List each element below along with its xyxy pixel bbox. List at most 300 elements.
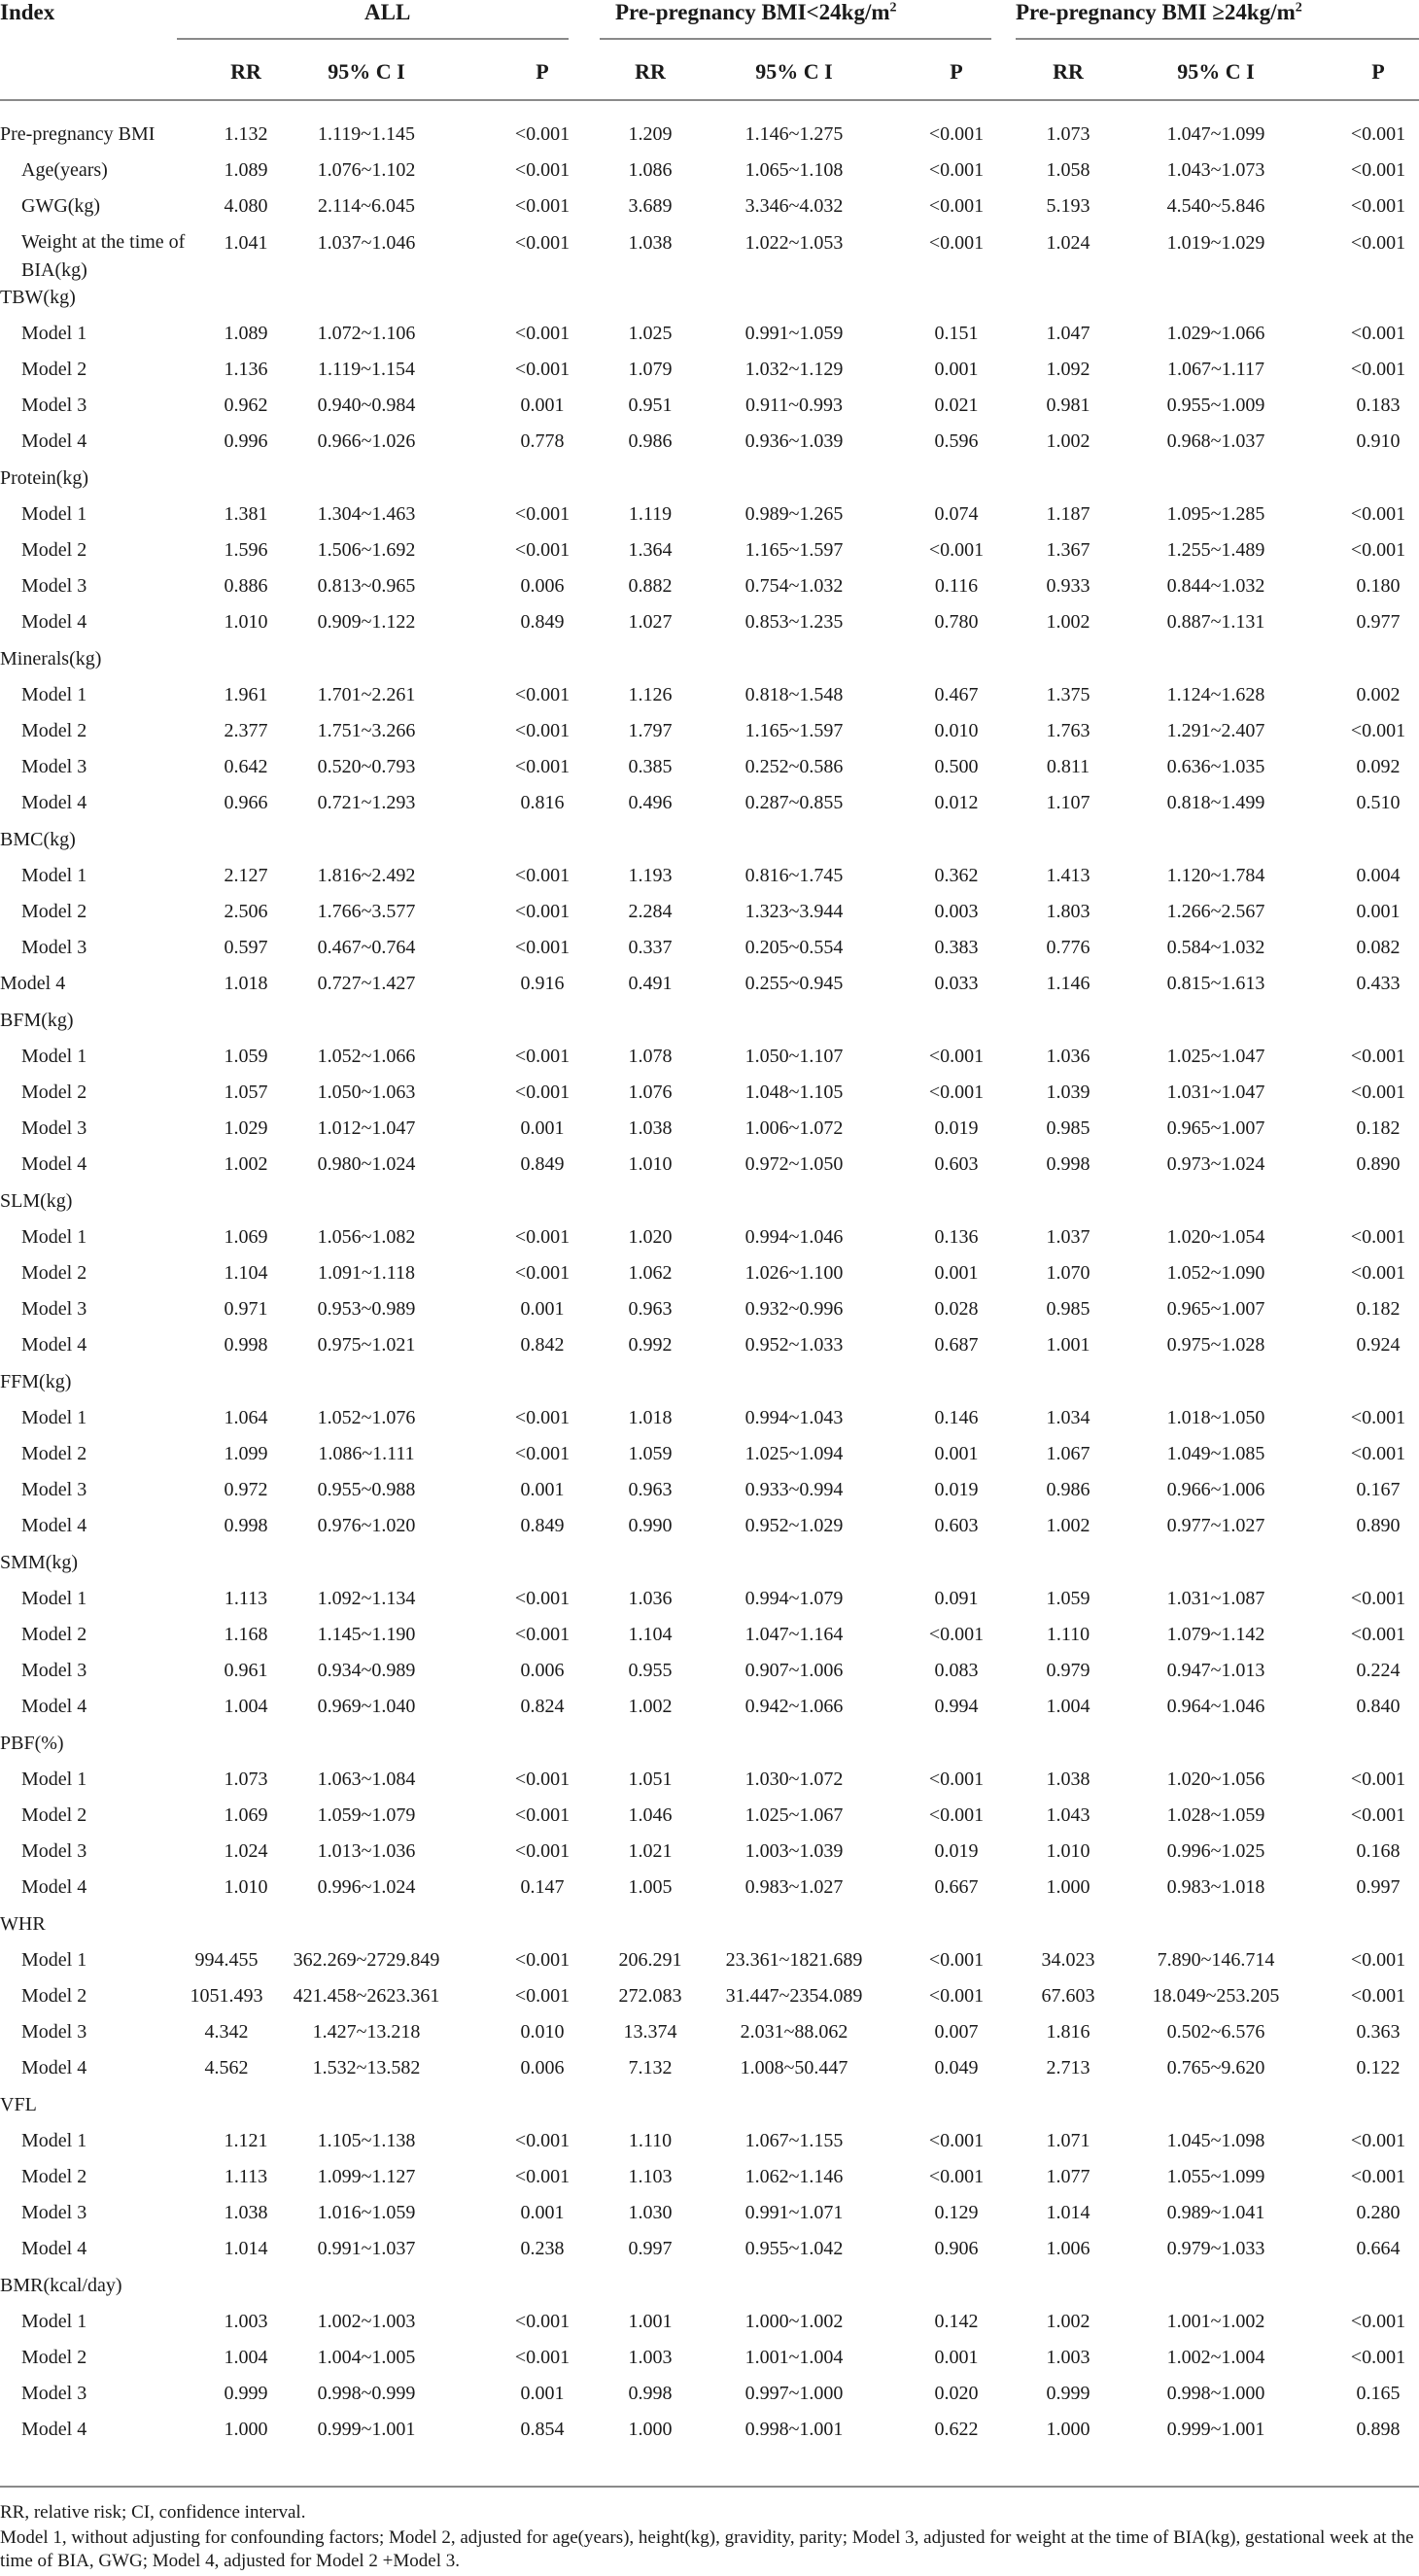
cell-bmi-high-rr: 1.816 (1046, 2021, 1090, 2044)
row-label: Model 2 (21, 359, 87, 380)
cell-bmi-low-ci: 1.030~1.072 (744, 1768, 844, 1790)
cell-bmi-low-ci: 0.952~1.029 (744, 1515, 844, 1537)
cell-bmi-high-p: <0.001 (1350, 2166, 1406, 2187)
cell-bmi-high-ci: 1.018~1.050 (1166, 1406, 1265, 1428)
cell-all-rr: 4.342 (204, 2021, 249, 2044)
cell-bmi-high-p: 0.167 (1356, 1479, 1401, 1501)
cell-bmi-low-rr: 1.020 (628, 1225, 673, 1248)
cell-bmi-low-ci: 1.003~1.039 (744, 1840, 844, 1863)
col-header-all-p: P (536, 59, 549, 84)
cell-all-ci: 0.976~1.020 (317, 1515, 416, 1537)
cell-bmi-high-p: <0.001 (1350, 1262, 1406, 1284)
cell-all-p: <0.001 (514, 1262, 571, 1284)
cell-bmi-high-ci: 4.540~5.846 (1166, 195, 1265, 218)
row-label: Model 1 (21, 1225, 87, 1248)
cell-all-ci: 1.119~1.154 (317, 359, 416, 380)
cell-bmi-high-p: 0.977 (1356, 611, 1401, 634)
cell-all-p: <0.001 (514, 1985, 571, 2007)
cell-bmi-high-p: <0.001 (1350, 359, 1406, 380)
section-label: BMC(kg) (0, 828, 76, 850)
cell-bmi-low-ci: 1.047~1.164 (744, 1624, 844, 1645)
cell-bmi-high-rr: 1.001 (1046, 1334, 1090, 1357)
col-header-bmi-low-p: P (950, 59, 963, 84)
cell-all-ci: 1.427~13.218 (312, 2021, 421, 2044)
cell-all-rr: 994.455 (194, 1948, 259, 1971)
cell-bmi-low-p: 0.362 (934, 864, 979, 886)
cell-all-p: <0.001 (514, 502, 571, 525)
cell-all-p: <0.001 (514, 231, 571, 254)
cell-bmi-low-ci: 0.983~1.027 (744, 1876, 844, 1899)
cell-bmi-low-ci: 0.972~1.050 (744, 1153, 844, 1176)
cell-all-ci: 0.980~1.024 (317, 1153, 416, 1176)
cell-bmi-high-p: 0.168 (1356, 1840, 1401, 1863)
cell-bmi-low-rr: 1.018 (628, 1406, 673, 1428)
cell-bmi-low-ci: 0.754~1.032 (744, 575, 844, 598)
cell-all-p: <0.001 (514, 1082, 571, 1103)
cell-bmi-low-rr: 1.126 (628, 683, 673, 705)
cell-bmi-low-ci: 0.853~1.235 (744, 611, 844, 634)
cell-all-ci: 1.701~2.261 (317, 683, 416, 705)
cell-all-ci: 1.037~1.046 (317, 231, 416, 254)
cell-bmi-low-p: 0.001 (934, 359, 979, 380)
section-label: PBF(%) (0, 1732, 64, 1754)
cell-all-rr: 1.113 (224, 2166, 268, 2187)
cell-bmi-low-p: 0.091 (934, 1587, 979, 1609)
cell-bmi-high-rr: 1.073 (1046, 123, 1090, 145)
row-label: Model 3 (21, 1479, 87, 1501)
cell-all-p: <0.001 (514, 1225, 571, 1248)
cell-bmi-low-p: 0.906 (934, 2238, 979, 2260)
cell-bmi-high-p: <0.001 (1350, 2310, 1406, 2332)
row-label: Model 3 (21, 575, 87, 598)
cell-all-rr: 1.038 (224, 2202, 268, 2224)
cell-all-ci: 0.813~0.965 (317, 575, 416, 598)
cell-bmi-high-p: 0.182 (1356, 1117, 1401, 1140)
cell-all-ci: 1.506~1.692 (317, 539, 416, 561)
cell-bmi-low-rr: 1.797 (628, 720, 673, 741)
cell-bmi-high-ci: 0.636~1.035 (1166, 756, 1265, 778)
cell-bmi-high-p: 0.363 (1356, 2021, 1401, 2044)
section-label: TBW(kg) (0, 286, 76, 308)
cell-all-p: 0.854 (520, 2419, 565, 2441)
cell-bmi-high-rr: 1.110 (1046, 1624, 1090, 1645)
row-label: Model 1 (21, 683, 87, 705)
cell-bmi-high-rr: 1.000 (1046, 2419, 1090, 2441)
cell-bmi-low-ci: 23.361~1821.689 (725, 1948, 863, 1971)
row-label: Model 2 (21, 2166, 87, 2187)
cell-bmi-low-p: 0.136 (934, 1225, 979, 1248)
cell-bmi-high-ci: 0.765~9.620 (1166, 2057, 1265, 2079)
cell-all-rr: 1.099 (224, 1443, 268, 1464)
row-label: Pre-pregnancy BMI (0, 123, 156, 145)
row-label: Model 3 (21, 1660, 87, 1682)
cell-bmi-low-ci: 0.252~0.586 (744, 756, 844, 778)
cell-bmi-low-ci: 1.050~1.107 (744, 1045, 844, 1067)
cell-bmi-low-ci: 1.000~1.002 (744, 2310, 844, 2332)
row-label: Model 2 (21, 1082, 87, 1103)
group-rule-all (177, 38, 569, 40)
cell-bmi-low-p: 0.151 (934, 322, 979, 344)
cell-all-ci: 0.999~1.001 (317, 2419, 416, 2441)
cell-bmi-low-p: <0.001 (928, 1082, 985, 1103)
cell-all-p: <0.001 (514, 1406, 571, 1428)
cell-all-p: <0.001 (514, 123, 571, 145)
cell-bmi-low-p: 0.142 (934, 2310, 979, 2332)
cell-bmi-low-p: <0.001 (928, 1768, 985, 1790)
cell-all-p: <0.001 (514, 1948, 571, 1971)
cell-bmi-high-ci: 1.031~1.047 (1166, 1082, 1265, 1103)
section-label: Protein(kg) (0, 466, 89, 489)
cell-bmi-low-p: <0.001 (928, 539, 985, 561)
group-rule-bmi-high (1016, 38, 1419, 40)
cell-all-ci: 1.816~2.492 (317, 864, 416, 886)
cell-bmi-high-ci: 1.052~1.090 (1166, 1262, 1265, 1284)
cell-bmi-low-ci: 0.936~1.039 (744, 430, 844, 453)
cell-bmi-high-rr: 1.014 (1046, 2202, 1090, 2224)
cell-all-rr: 4.562 (204, 2057, 249, 2079)
cell-all-ci: 362.269~2729.849 (293, 1948, 440, 1971)
cell-bmi-low-rr: 1.021 (628, 1840, 673, 1863)
cell-bmi-low-ci: 3.346~4.032 (744, 195, 844, 218)
section-label: SMM(kg) (0, 1551, 79, 1573)
cell-bmi-low-p: <0.001 (928, 195, 985, 218)
cell-bmi-high-p: 0.165 (1356, 2383, 1401, 2405)
cell-bmi-low-rr: 0.963 (628, 1298, 673, 1321)
cell-bmi-high-ci: 1.266~2.567 (1166, 901, 1265, 922)
cell-all-ci: 1.086~1.111 (318, 1443, 415, 1464)
cell-all-rr: 0.998 (224, 1334, 268, 1357)
cell-bmi-high-rr: 2.713 (1046, 2057, 1090, 2079)
row-label: Model 4 (21, 1876, 87, 1899)
row-label: Model 1 (21, 502, 87, 525)
cell-all-ci: 1.099~1.127 (317, 2166, 416, 2187)
cell-all-rr: 0.966 (224, 792, 268, 814)
cell-bmi-high-ci: 1.124~1.628 (1166, 683, 1265, 705)
cell-bmi-low-p: <0.001 (928, 159, 985, 182)
cell-bmi-high-ci: 0.989~1.041 (1166, 2202, 1265, 2224)
cell-bmi-high-p: <0.001 (1350, 1443, 1406, 1464)
cell-bmi-high-rr: 1.187 (1046, 502, 1090, 525)
cell-all-rr: 0.961 (224, 1660, 268, 1682)
cell-bmi-low-p: 0.129 (934, 2202, 979, 2224)
cell-bmi-low-rr: 1.025 (628, 322, 673, 344)
cell-all-ci: 1.119~1.145 (317, 123, 416, 145)
cell-bmi-high-p: <0.001 (1350, 2129, 1406, 2151)
cell-all-p: 0.824 (520, 1696, 565, 1718)
cell-all-p: 0.916 (520, 973, 565, 995)
cell-bmi-high-p: 0.433 (1356, 973, 1401, 995)
cell-bmi-high-p: 0.180 (1356, 575, 1401, 598)
cell-all-ci: 0.969~1.040 (317, 1696, 416, 1718)
cell-all-p: <0.001 (514, 901, 571, 922)
cell-bmi-high-p: 0.224 (1356, 1660, 1401, 1682)
cell-bmi-low-rr: 1.000 (628, 2419, 673, 2441)
cell-all-ci: 0.721~1.293 (317, 792, 416, 814)
cell-all-rr: 1.004 (224, 2347, 268, 2368)
cell-all-rr: 4.080 (224, 195, 268, 218)
cell-bmi-low-rr: 1.046 (628, 1804, 673, 1826)
cell-all-ci: 0.520~0.793 (317, 756, 416, 778)
cell-bmi-high-ci: 0.968~1.037 (1166, 430, 1265, 453)
cell-all-p: <0.001 (514, 1768, 571, 1790)
cell-all-rr: 1.104 (224, 1262, 268, 1284)
cell-bmi-low-ci: 1.025~1.067 (744, 1804, 844, 1826)
cell-all-rr: 1.136 (224, 359, 268, 380)
cell-bmi-low-rr: 1.027 (628, 611, 673, 634)
cell-all-p: <0.001 (514, 937, 571, 959)
cell-bmi-low-p: <0.001 (928, 231, 985, 254)
cell-bmi-high-ci: 1.019~1.029 (1166, 231, 1265, 254)
cell-all-p: 0.816 (520, 792, 565, 814)
row-label: Model 1 (21, 2129, 87, 2151)
cell-all-ci: 1.532~13.582 (312, 2057, 421, 2079)
cell-bmi-low-ci: 1.008~50.447 (740, 2057, 848, 2079)
cell-bmi-low-p: <0.001 (928, 1985, 985, 2007)
cell-bmi-high-p: <0.001 (1350, 720, 1406, 741)
cell-bmi-low-ci: 0.994~1.079 (744, 1587, 844, 1609)
cell-bmi-low-rr: 0.998 (628, 2383, 673, 2405)
row-label: Model 3 (21, 1840, 87, 1863)
cell-bmi-high-rr: 1.043 (1046, 1804, 1090, 1826)
cell-bmi-high-rr: 1.010 (1046, 1840, 1090, 1863)
cell-all-rr: 1.596 (224, 539, 268, 561)
cell-all-ci: 1.076~1.102 (317, 159, 416, 182)
cell-bmi-high-ci: 1.255~1.489 (1166, 539, 1265, 561)
cell-all-p: <0.001 (514, 720, 571, 741)
cell-bmi-low-p: <0.001 (928, 123, 985, 145)
cell-bmi-high-ci: 1.120~1.784 (1166, 864, 1265, 886)
cell-bmi-high-rr: 1.047 (1046, 322, 1090, 344)
row-label: Model 4 (21, 1696, 87, 1718)
cell-bmi-low-rr: 0.951 (628, 395, 673, 417)
cell-bmi-low-ci: 1.026~1.100 (744, 1262, 844, 1284)
cell-bmi-high-rr: 1.763 (1046, 720, 1090, 741)
section-label: BFM(kg) (0, 1009, 74, 1031)
cell-bmi-low-rr: 0.882 (628, 575, 673, 598)
cell-bmi-high-p: 0.510 (1356, 792, 1401, 814)
cell-all-ci: 0.467~0.764 (317, 937, 416, 959)
cell-bmi-low-p: 0.687 (934, 1334, 979, 1357)
cell-bmi-low-p: <0.001 (928, 1624, 985, 1645)
cell-bmi-low-p: 0.007 (934, 2021, 979, 2044)
cell-bmi-low-ci: 0.907~1.006 (744, 1660, 844, 1682)
cell-bmi-low-ci: 1.165~1.597 (744, 539, 844, 561)
cell-bmi-low-p: 0.622 (934, 2419, 979, 2441)
cell-all-ci: 421.458~2623.361 (293, 1985, 440, 2007)
cell-bmi-high-ci: 0.975~1.028 (1166, 1334, 1265, 1357)
row-label: Model 4 (21, 792, 87, 814)
cell-all-p: 0.147 (520, 1876, 565, 1899)
cell-all-rr: 1051.493 (190, 1985, 263, 2007)
section-label: SLM(kg) (0, 1189, 73, 1212)
cell-bmi-high-ci: 0.983~1.018 (1166, 1876, 1265, 1899)
cell-bmi-low-ci: 1.048~1.105 (744, 1082, 844, 1103)
col-header-bmi-high-rr: RR (1053, 59, 1084, 84)
cell-bmi-low-rr: 7.132 (628, 2057, 673, 2079)
cell-bmi-low-rr: 2.284 (628, 901, 673, 922)
cell-bmi-low-ci: 0.989~1.265 (744, 502, 844, 525)
row-label: Model 3 (21, 756, 87, 778)
cell-bmi-high-ci: 1.067~1.117 (1166, 359, 1265, 380)
cell-bmi-high-ci: 0.999~1.001 (1166, 2419, 1265, 2441)
cell-bmi-low-rr: 1.076 (628, 1082, 673, 1103)
cell-bmi-low-rr: 1.005 (628, 1876, 673, 1899)
cell-bmi-high-rr: 0.999 (1046, 2383, 1090, 2405)
cell-all-rr: 1.003 (224, 2310, 268, 2332)
cell-bmi-high-rr: 0.985 (1046, 1298, 1090, 1321)
cell-bmi-high-rr: 1.058 (1046, 159, 1090, 182)
cell-bmi-high-p: 0.122 (1356, 2057, 1401, 2079)
cell-bmi-low-rr: 1.364 (628, 539, 673, 561)
cell-bmi-high-ci: 0.977~1.027 (1166, 1515, 1265, 1537)
row-label: Model 4 (21, 2419, 87, 2441)
section-label: VFL (0, 2093, 37, 2115)
cell-bmi-high-rr: 5.193 (1046, 195, 1090, 218)
cell-all-rr: 1.132 (224, 123, 268, 145)
cell-bmi-low-ci: 0.816~1.745 (744, 864, 844, 886)
cell-all-ci: 1.304~1.463 (317, 502, 416, 525)
cell-bmi-high-rr: 1.367 (1046, 539, 1090, 561)
cell-all-p: 0.006 (520, 2057, 565, 2079)
cell-all-ci: 1.145~1.190 (317, 1624, 416, 1645)
cell-all-rr: 1.121 (224, 2129, 268, 2151)
cell-bmi-low-rr: 13.374 (623, 2021, 677, 2044)
group-rule-bmi-low (600, 38, 991, 40)
cell-bmi-high-rr: 1.002 (1046, 2310, 1090, 2332)
cell-bmi-high-rr: 1.059 (1046, 1587, 1090, 1609)
cell-bmi-high-p: <0.001 (1350, 1045, 1406, 1067)
cell-bmi-high-ci: 1.049~1.085 (1166, 1443, 1265, 1464)
cell-bmi-low-p: 0.667 (934, 1876, 979, 1899)
cell-bmi-high-rr: 1.039 (1046, 1082, 1090, 1103)
cell-bmi-low-ci: 1.165~1.597 (744, 720, 844, 741)
cell-all-ci: 1.012~1.047 (317, 1117, 416, 1140)
cell-all-ci: 2.114~6.045 (317, 195, 416, 218)
cell-bmi-low-ci: 1.067~1.155 (744, 2129, 844, 2151)
cell-bmi-high-ci: 0.584~1.032 (1166, 937, 1265, 959)
cell-bmi-low-ci: 31.447~2354.089 (725, 1985, 863, 2007)
cell-bmi-high-rr: 1.003 (1046, 2347, 1090, 2368)
row-label: Model 2 (21, 1443, 87, 1464)
cell-bmi-high-rr: 0.981 (1046, 395, 1090, 417)
cell-all-p: <0.001 (514, 756, 571, 778)
cell-all-ci: 1.056~1.082 (317, 1225, 416, 1248)
cell-bmi-low-p: 0.003 (934, 901, 979, 922)
cell-all-rr: 1.064 (224, 1406, 268, 1428)
cell-all-p: 0.001 (520, 2202, 565, 2224)
cell-bmi-low-p: 0.019 (934, 1840, 979, 1863)
cell-all-p: <0.001 (514, 1804, 571, 1826)
row-label: Model 2 (21, 1624, 87, 1645)
cell-bmi-high-rr: 1.034 (1046, 1406, 1090, 1428)
cell-bmi-high-ci: 0.965~1.007 (1166, 1298, 1265, 1321)
cell-bmi-low-ci: 1.022~1.053 (744, 231, 844, 254)
cell-bmi-high-p: 0.002 (1356, 683, 1401, 705)
cell-bmi-high-rr: 1.070 (1046, 1262, 1090, 1284)
cell-all-p: 0.001 (520, 2383, 565, 2405)
cell-bmi-high-rr: 1.146 (1046, 973, 1090, 995)
cell-all-p: 0.238 (520, 2238, 565, 2260)
cell-all-rr: 1.069 (224, 1225, 268, 1248)
cell-bmi-low-p: 0.020 (934, 2383, 979, 2405)
cell-bmi-high-rr: 0.811 (1046, 756, 1090, 778)
row-label: Model 4 (21, 430, 87, 453)
cell-bmi-low-ci: 1.146~1.275 (744, 123, 844, 145)
cell-bmi-low-rr: 0.986 (628, 430, 673, 453)
cell-bmi-high-ci: 0.887~1.131 (1166, 611, 1265, 634)
cell-all-rr: 1.000 (224, 2419, 268, 2441)
cell-bmi-high-p: <0.001 (1350, 1985, 1406, 2007)
cell-bmi-low-rr: 1.119 (628, 502, 673, 525)
cell-bmi-low-rr: 272.083 (618, 1985, 682, 2007)
cell-bmi-low-ci: 1.001~1.004 (744, 2347, 844, 2368)
cell-bmi-low-p: <0.001 (928, 2166, 985, 2187)
cell-bmi-low-p: 0.001 (934, 1262, 979, 1284)
cell-bmi-high-rr: 1.077 (1046, 2166, 1090, 2187)
group-header-bmi-low: Pre-pregnancy $BMI<24kg/m^2$ (615, 0, 897, 24)
cell-bmi-low-rr: 0.385 (628, 756, 673, 778)
cell-all-ci: 1.016~1.059 (317, 2202, 416, 2224)
cell-all-rr: 1.089 (224, 159, 268, 182)
cell-bmi-low-ci: 0.942~1.066 (744, 1696, 844, 1718)
cell-bmi-low-p: 0.001 (934, 1443, 979, 1464)
cell-bmi-high-ci: 1.095~1.285 (1166, 502, 1265, 525)
cell-bmi-low-ci: 0.952~1.033 (744, 1334, 844, 1357)
cell-all-ci: 0.975~1.021 (317, 1334, 416, 1357)
cell-all-p: <0.001 (514, 1443, 571, 1464)
cell-bmi-low-rr: 1.078 (628, 1045, 673, 1067)
cell-bmi-high-p: 0.183 (1356, 395, 1401, 417)
cell-all-p: 0.842 (520, 1334, 565, 1357)
cell-bmi-low-p: 0.116 (934, 575, 979, 598)
cell-all-p: <0.001 (514, 195, 571, 218)
cell-bmi-low-p: <0.001 (928, 1045, 985, 1067)
cell-bmi-low-p: 0.383 (934, 937, 979, 959)
cell-bmi-low-ci: 1.032~1.129 (744, 359, 844, 380)
cell-bmi-low-p: 0.019 (934, 1479, 979, 1501)
cell-all-p: 0.006 (520, 1660, 565, 1682)
cell-bmi-high-p: 0.924 (1356, 1334, 1401, 1357)
cell-bmi-low-ci: 0.933~0.994 (744, 1479, 844, 1501)
cell-bmi-high-rr: 1.071 (1046, 2129, 1090, 2151)
row-label: Model 4 (21, 2238, 87, 2260)
cell-bmi-high-p: <0.001 (1350, 1587, 1406, 1609)
cell-all-rr: 2.506 (224, 901, 268, 922)
cell-bmi-low-rr: 1.038 (628, 231, 673, 254)
cell-all-p: 0.849 (520, 1515, 565, 1537)
row-label: Model 4 (21, 1153, 87, 1176)
cell-all-ci: 1.059~1.079 (317, 1804, 416, 1826)
cell-all-p: 0.849 (520, 1153, 565, 1176)
cell-bmi-high-p: <0.001 (1350, 159, 1406, 182)
cell-bmi-high-p: 0.001 (1356, 901, 1401, 922)
cell-bmi-high-p: 0.890 (1356, 1515, 1401, 1537)
cell-bmi-low-rr: 1.079 (628, 359, 673, 380)
cell-all-rr: 1.010 (224, 611, 268, 634)
cell-bmi-high-ci: 1.029~1.066 (1166, 322, 1265, 344)
cell-bmi-low-rr: 1.110 (628, 2129, 673, 2151)
cell-bmi-high-rr: 1.002 (1046, 1515, 1090, 1537)
col-header-bmi-low-ci: 95% C I (755, 59, 833, 84)
cell-all-p: <0.001 (514, 322, 571, 344)
cell-bmi-high-p: <0.001 (1350, 1406, 1406, 1428)
row-label: Model 2 (21, 1262, 87, 1284)
cell-all-p: 0.001 (520, 1479, 565, 1501)
cell-bmi-low-p: 0.019 (934, 1117, 979, 1140)
cell-bmi-low-ci: 1.062~1.146 (744, 2166, 844, 2187)
cell-bmi-high-p: 0.898 (1356, 2419, 1401, 2441)
cell-bmi-low-ci: 0.955~1.042 (744, 2238, 844, 2260)
